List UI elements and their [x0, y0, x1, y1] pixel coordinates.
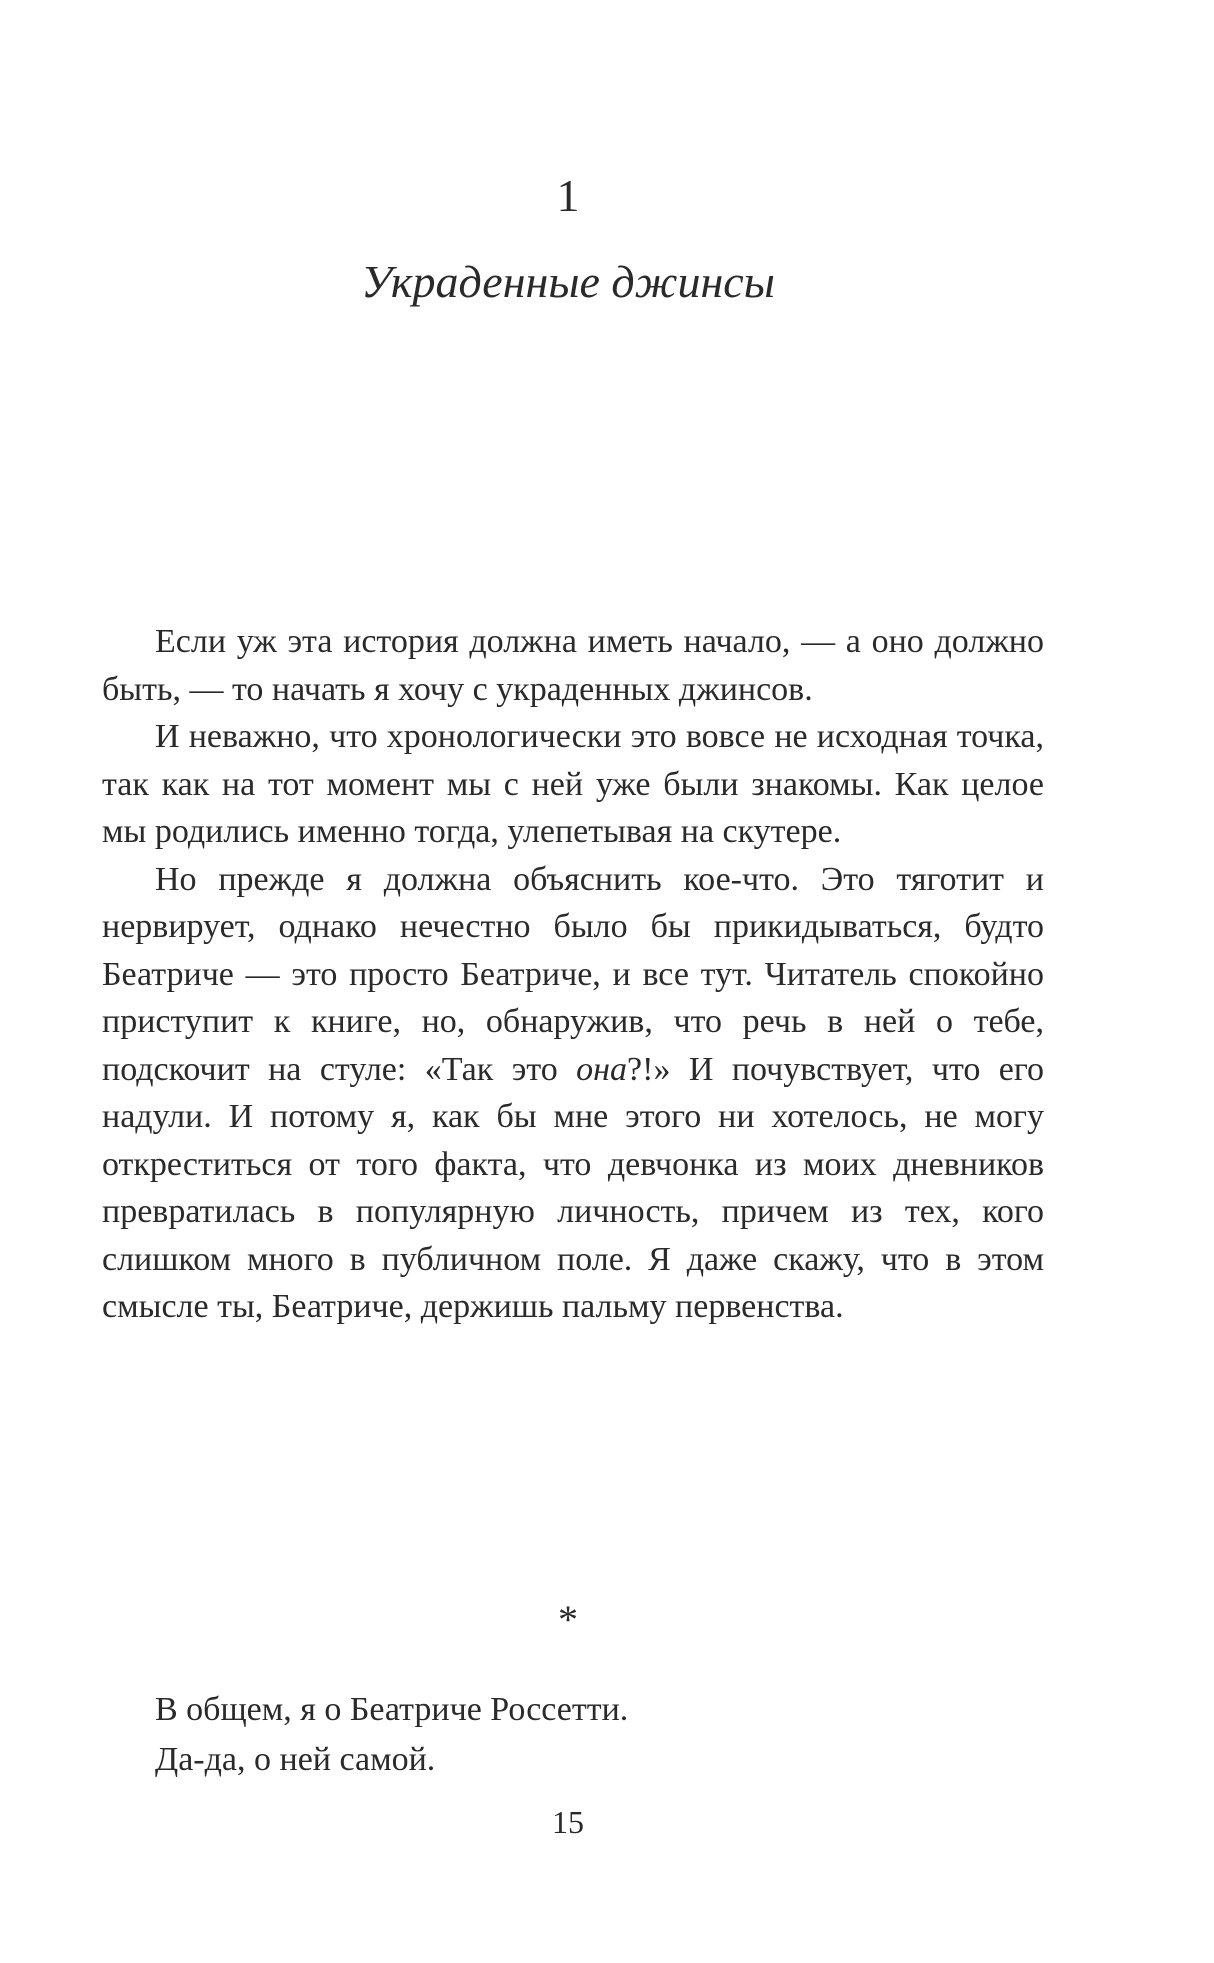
chapter-body — [102, 618, 1044, 1331]
section-line-1: В общем, я о Беатриче Россетти. — [155, 1691, 629, 1728]
section-separator: * — [558, 1597, 578, 1642]
section-text — [102, 1685, 1044, 1785]
paragraph-1: Если уж эта история должна иметь начало, — а оно должно быть, — то начать я хочу с украденных джинсов. — [102, 623, 1044, 708]
paragraph-3-emphasis: она — [576, 1050, 628, 1088]
chapter-number: 1 — [556, 170, 580, 221]
paragraph-3-text-after: ?!» И почувствует, что его надули. И потому я, как бы мне этого ни хотелось, не могу откреститься от того факта, что девчонка из моих дневников превратилась в популярную личность, причем из тех, кого слишком много в публичном поле. Я даже скажу, что в этом смысле ты, Беатриче, держишь пальму первенства. — [102, 1050, 1044, 1325]
section-line-2: Да-да, о ней самой. — [155, 1741, 436, 1778]
chapter-title: Украденные джинсы — [361, 256, 775, 307]
paragraph-3-text-before: Но прежде я должна объяснить кое-что. Это тяготит и нервирует, однако нечестно было бы прикидываться, будто Беатриче — это просто Беатриче, и все тут. Читатель спокойно приступит к книге, но, обнаружив, что речь в ней о тебе, подскочит на стуле: «Так это — [102, 860, 1044, 1088]
paragraph-2: И неважно, что хронологически это вовсе не исходная точка, так как на тот момент мы с ней уже были знакомы. Как целое мы родились именно тогда, улепетывая на скутере. — [102, 718, 1044, 850]
paragraph-3 — [102, 856, 1044, 1331]
page-number: 15 — [552, 1804, 584, 1840]
